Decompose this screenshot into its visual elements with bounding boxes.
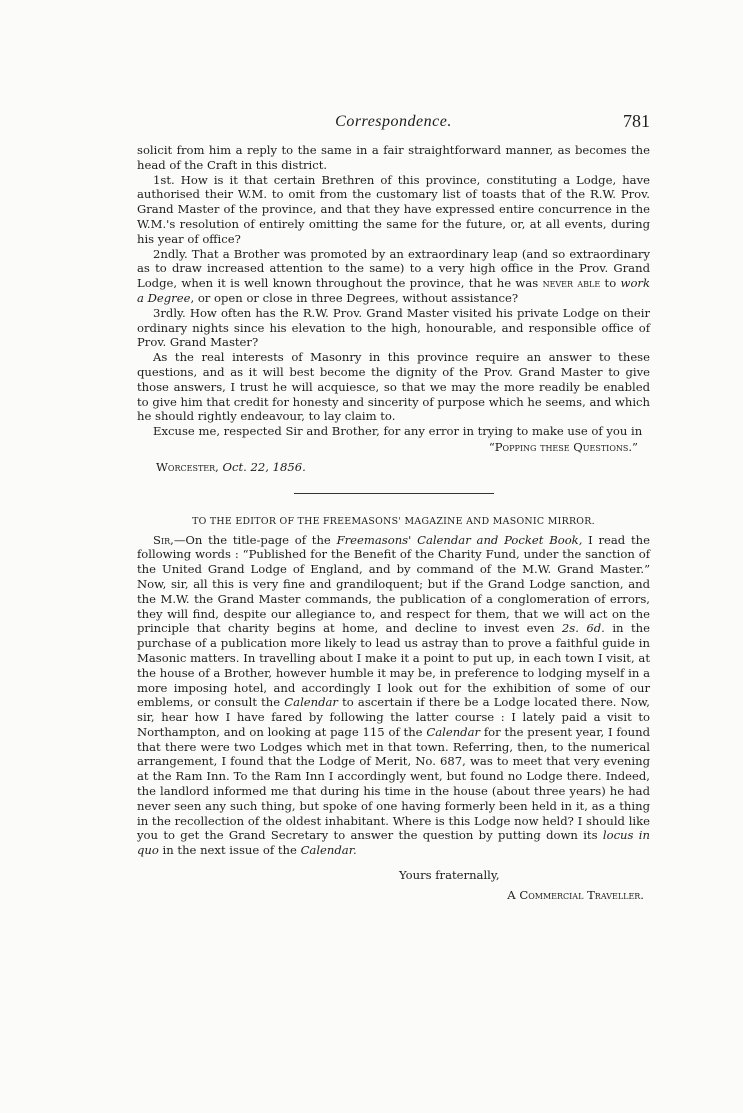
letter2-text-6: in the next issue of the xyxy=(158,843,301,858)
calendar-reference-3: Calendar. xyxy=(300,843,357,858)
letter2-heading: TO THE EDITOR OF THE FREEMASONS' MAGAZINE AND MASONIC MIRROR. xyxy=(192,515,595,527)
letter1-signature: “Popping these Questions.” xyxy=(488,439,638,454)
question-2-text: 2ndly. That a Brother was promoted by an extraordinary leap (and so extraordinary as to draw increased attention to the same) to a very high office in the Prov. Grand Lodge, when it is well known throughout the province, that he was xyxy=(137,246,650,291)
letter2-text-4: to ascertain if there be a Lodge located there. Now, sir, hear how I have fared by following the latter course : I lately paid a visit to Northampton, and on looking at page 115 of the xyxy=(137,695,650,739)
page-number: 781 xyxy=(623,111,650,131)
running-title: Correspondence. xyxy=(335,113,452,130)
work-degree-emphasis: work a Degree xyxy=(137,276,651,305)
page-header xyxy=(137,113,650,143)
question-2-to: to xyxy=(600,276,621,291)
question-2-rest: , or open or close in three Degrees, without assistance? xyxy=(190,290,519,305)
letter1-paragraph-4: As the real interests of Masonry in this province require an answer to these questions, and as it will best become the dignity of the Prov. Grand Master to give those answers, I trust he will acquiesce, so that we may the more readily be enabled to give him that credit for honesty and sincerity of purpose which he seems, and which he should rightly endeavour, to lay claim to. xyxy=(137,350,650,424)
letter1-place: Worcester, xyxy=(156,459,219,474)
letter1-place-date xyxy=(137,460,650,475)
section-divider xyxy=(294,493,494,494)
locus-emphasis: locus in quo xyxy=(137,828,650,858)
calendar-reference-1: Calendar xyxy=(284,695,338,710)
calendar-book-title: Freemasons' Calendar and Pocket Book, xyxy=(336,532,583,547)
never-able-emphasis: never able xyxy=(542,276,601,291)
price-emphasis: 2s. 6d. xyxy=(561,621,605,636)
question-1: 1st. How is it that certain Brethren of this province, constituting a Lodge, have authorised their W.M. to omit from the customary list of toasts that of the R.W. Prov. Grand Master of the province, and that they have expressed entire concurrence in the W.M.'s resolution of entirely omitting the same for the future, or, at all events, during his year of office? xyxy=(137,172,650,246)
letter2-text-1: —On the title-page of the xyxy=(173,532,337,547)
salutation: Sir, xyxy=(153,532,174,547)
letter2-text-2: I read the following words : “Published for the Benefit of the Charity Fund, under the sanction of the United Grand Lodge of England, and by command of the M.W. Grand Master.” Now, sir, all this is very fine and grandiloquent; but if the Grand Lodge sanction, and the M.W. the Grand Master commands, the publication of a conglomeration of errors, they will find, despite our allegiance to, and respect for them, that we will act on the principle that charity begins at home, and decline to invest even xyxy=(137,532,650,636)
letter1-date: Oct. 22, 1856. xyxy=(222,459,306,474)
letter2-closing: Yours fraternally, xyxy=(399,868,500,883)
letter2-body xyxy=(137,533,650,859)
calendar-reference-2: Calendar xyxy=(426,724,481,739)
letter1-paragraph-5: Excuse me, respected Sir and Brother, for any error in trying to make use of you in xyxy=(153,424,643,439)
letter2-text-5: for the present year, I found that there were two Lodges which met in that town. Referring, then, to the numerical arrangement, I found that the Lodge of Merit, No. 687, was to meet that very evening at the Ram Inn. To the Ram Inn I accordingly went, but found no Lodge there. Indeed, the landlord informed me that during his time in the house (about three years) he had never seen any such thing, but spoke of one having formerly been held in it, as a thing in the recollection of the oldest inhabitant. Where is this Lodge now held? I should like you to get the Grand Secretary to answer the question by putting down its xyxy=(137,724,650,843)
letter1-intro: solicit from him a reply to the same in a fair straightforward manner, as becomes the head of the Craft in this district. xyxy=(137,143,650,172)
letter2-text-3: in the purchase of a publication more likely to lead us astray than to prove a faithful guide in Masonic matters. In travelling about I make it a point to put up, in each town I visit, at the house of a Brother, however humble it may be, in preference to lodging myself in a more imposing hotel, and accordingly I look out for the exhibition of some of our emblems, or consult the xyxy=(137,621,650,710)
question-3: 3rdly. How often has the R.W. Prov. Grand Master visited his private Lodge on their ordinary nights since his elevation to the high, honourable, and responsible office of Prov. Grand Master? xyxy=(137,305,650,350)
page xyxy=(137,113,650,903)
letter2-signature: A Commercial Traveller. xyxy=(507,887,644,902)
question-2 xyxy=(137,247,650,306)
